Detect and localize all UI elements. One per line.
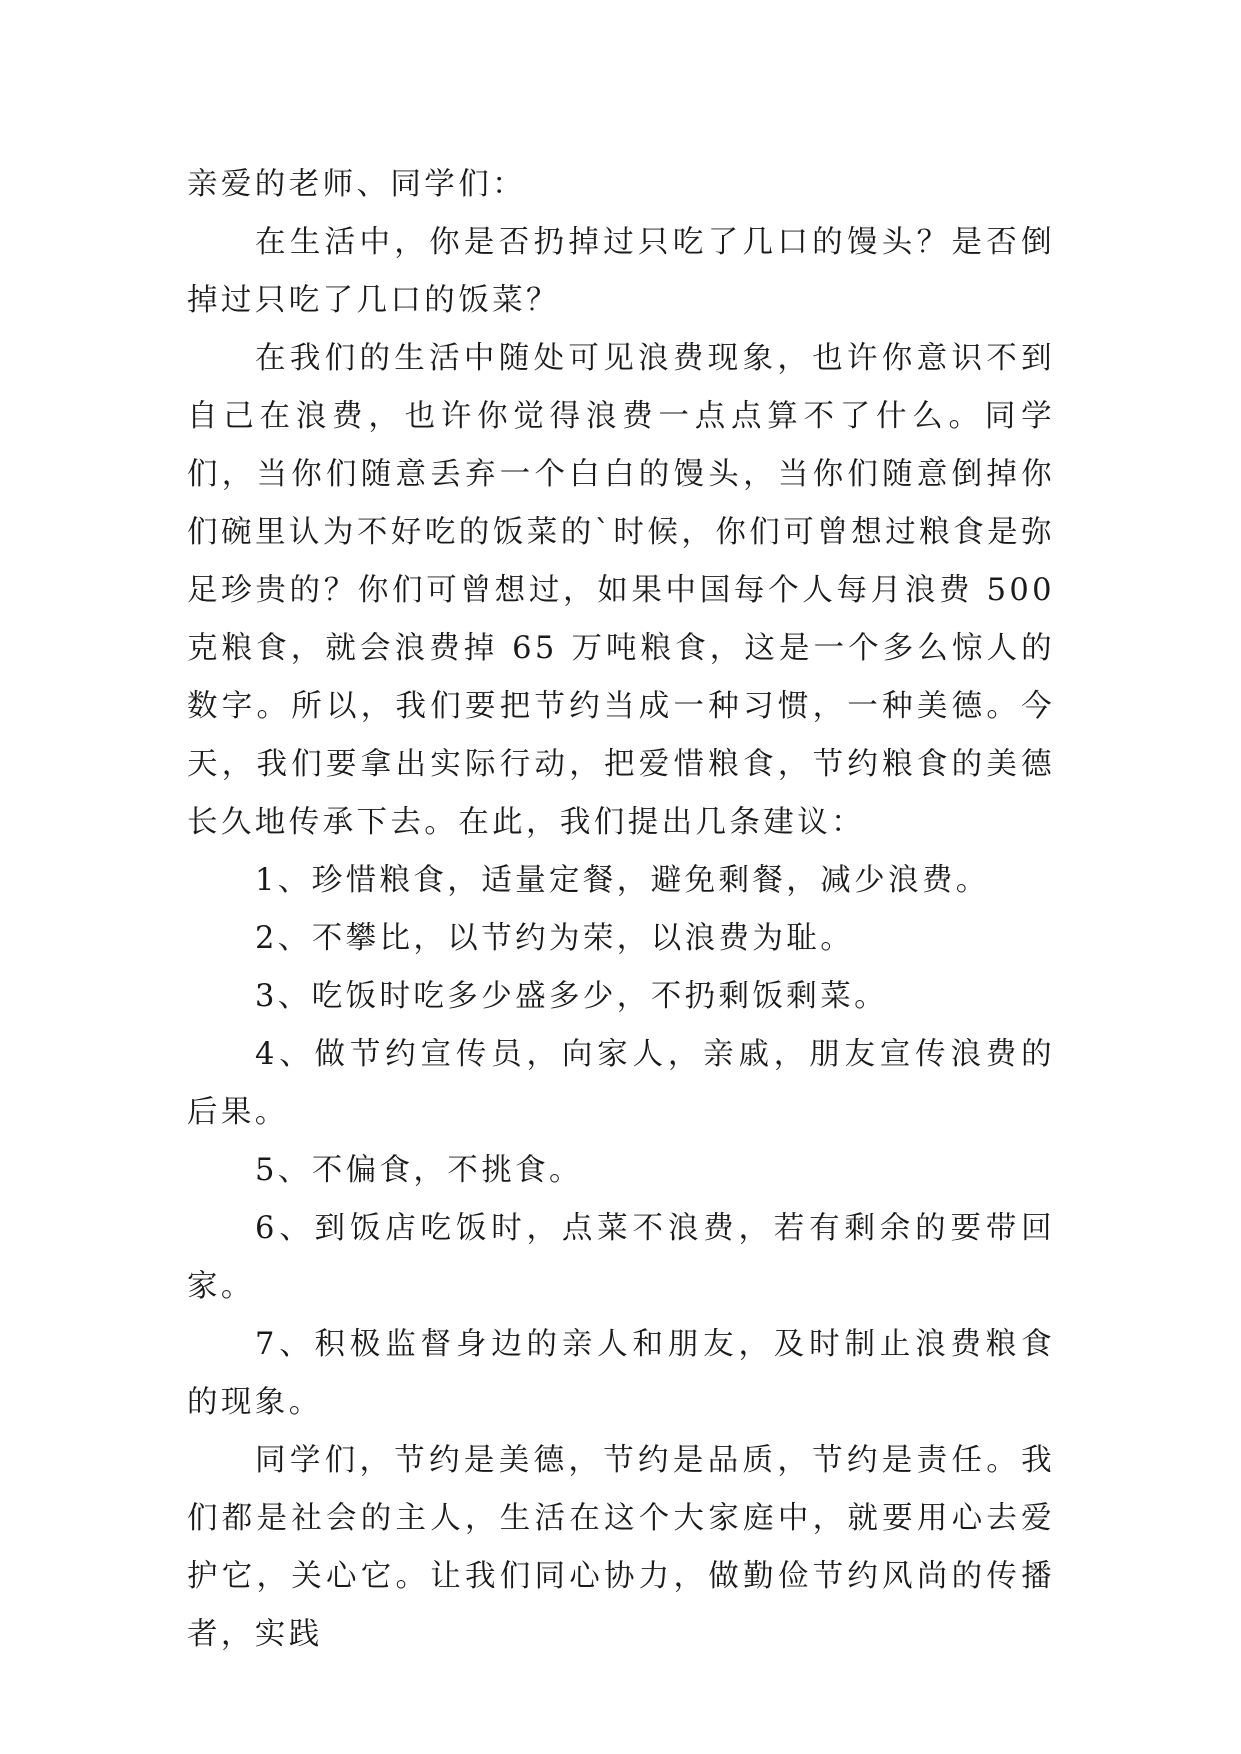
paragraph-closing: 同学们，节约是美德，节约是品质，节约是责任。我们都是社会的主人，生活在这个大家庭中，就要用心去爱护它，关心它。让我们同心协力，做勤俭节约风尚的传播者，实践 [187, 1443, 1055, 1652]
suggestion-item-6: 6、到饭店吃饭时，点菜不浪费，若有剩余的要带回家。 [187, 1211, 1055, 1304]
suggestion-item-3: 3、吃饭时吃多少盛多少，不扔剩饭剩菜。 [255, 979, 889, 1014]
suggestion-item-7: 7、积极监督身边的亲人和朋友，及时制止浪费粮食的现象。 [187, 1327, 1055, 1420]
suggestion-item-5: 5、不偏食，不挑食。 [255, 1153, 583, 1188]
document-body [187, 156, 1055, 1664]
suggestion-item-1: 1、珍惜粮食，适量定餐，避免剩餐，减少浪费。 [255, 863, 990, 898]
salutation: 亲爱的老师、同学们： [187, 167, 526, 202]
suggestion-item-4: 4、做节约宣传员，向家人，亲戚，朋友宣传浪费的后果。 [187, 1037, 1055, 1130]
suggestion-item-2: 2、不攀比，以节约为荣，以浪费为耻。 [255, 921, 855, 956]
paragraph-intro-question: 在生活中，你是否扔掉过只吃了几口的馒头？是否倒掉过只吃了几口的饭菜？ [187, 225, 1055, 318]
paragraph-waste-phenomenon: 在我们的生活中随处可见浪费现象，也许你意识不到自己在浪费，也许你觉得浪费一点点算不了什么。同学们，当你们随意丢弃一个白白的馒头，当你们随意倒掉你们碗里认为不好吃的饭菜的`时候，你们可曾想过粮食是弥足珍贵的？你们可曾想过，如果中国每个人每月浪费 500 克粮食，就会浪费掉 65 万吨粮食，这是一个多么惊人的数字。所以，我们要把节约当成一种习惯，一种美德。今天，我们要拿出实际行动，把爱惜粮食，节约粮食的美德长久地传承下去。在此，我们提出几条建议： [187, 341, 1055, 840]
